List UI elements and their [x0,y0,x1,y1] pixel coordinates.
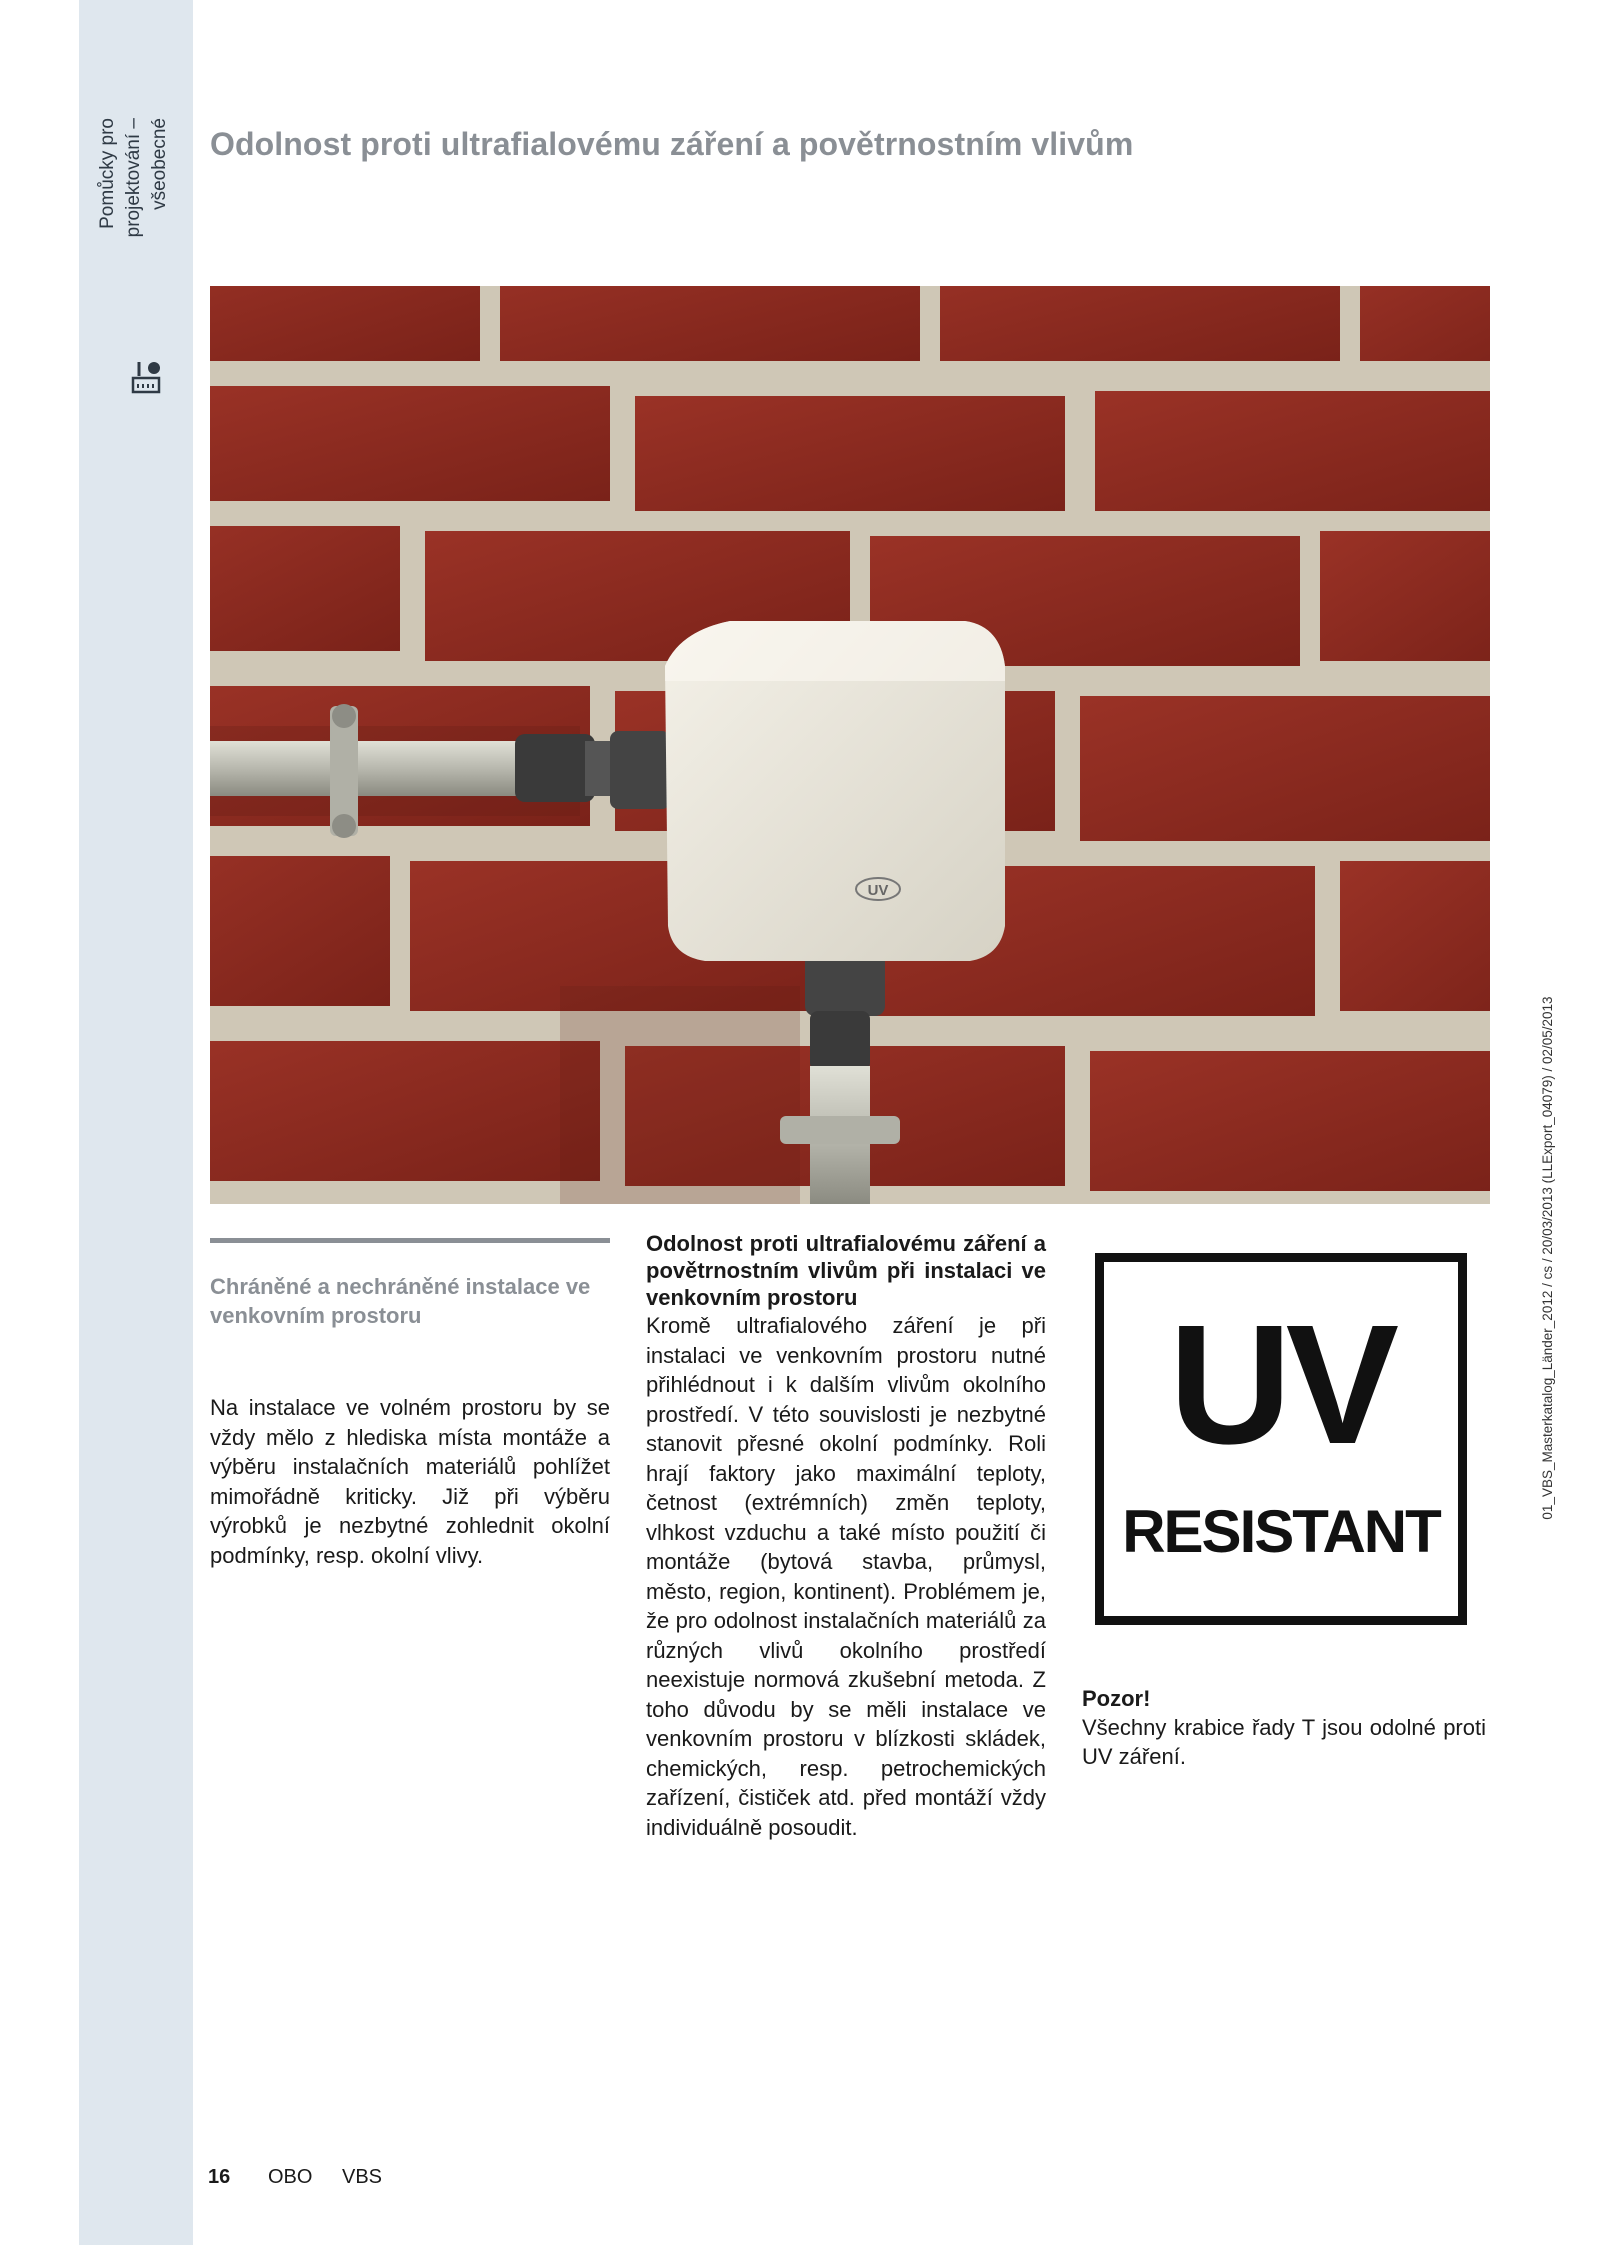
middle-heading: Odolnost proti ultrafialovému záření a povětrnostním vlivům při instalaci ve venkovním prostoru [646,1231,1046,1310]
section-label-line: projektování – [123,118,144,238]
note-box [1082,1685,1486,1771]
middle-column [646,1230,1046,1842]
uv-resistant-badge [1095,1253,1467,1625]
page-title: Odolnost proti ultrafialovému záření a povětrnostním vlivům [210,126,1134,162]
left-subheading: Chráněné a nechráněné instalace ve venkovním prostoru [210,1274,591,1328]
column-rule [210,1238,610,1243]
junction-box-photo [210,286,1490,1204]
footer-series: VBS [342,2166,383,2188]
section-label-line: všeobecné [149,118,170,210]
product-photo [210,286,1490,1204]
note-heading: Pozor! [1082,1686,1151,1711]
print-meta-text: 01_VBS_Masterkatalog_Länder_2012 / cs / 20/03/2013 (LLExport_04079) / 02/05/2013 [1540,996,1555,1520]
side-strip [79,0,193,2245]
note-body: Všechny krabice řady T jsou odolné proti UV záření. [1082,1715,1486,1769]
section-label-line: Pomůcky pro [97,118,118,229]
planning-tools-icon [130,358,162,394]
middle-body-text: Kromě ultrafialového záření je při instalaci ve venkovním prostoru nutné přihlédnout i k dalším vlivům okolního prostředí. V této souvislosti je nezbytné stanovit přesné okolní podmínky. Roli hrají faktory jako maximální teploty, četnost (extrémních) změn teploty, vlhkost vzduchu a také místo použití či montáže (bytová stavba, průmysl, město, region, kontinent). Problémem je, že pro odolnost instalačních materiálů za různých vlivů okolního prostředí neexistuje normová zkušební metoda. Z toho důvodu by se měli instalace ve venkovním prostoru v blízkosti skládek, chemických, resp. petrochemických zařízení, čističek atd. před montáží vždy individuálně posoudit. [646,1313,1046,1840]
page-footer [208,2166,382,2189]
page-number: 16 [208,2166,231,2188]
box-uv-marking: UV [867,882,889,899]
uv-badge-small: RESISTANT [1122,1498,1440,1565]
left-body-text: Na instalace ve volném prostoru by se vždy mělo z hlediska místa montáže a výběru instalačních materiálů pohlížet mimořádně kriticky. Již při výběru výrobků je nezbytné zohlednit okolní podmínky, resp. okolní vlivy. [210,1395,610,1568]
uv-badge-big: UV [1168,1290,1394,1480]
footer-brand: OBO [268,2166,313,2188]
